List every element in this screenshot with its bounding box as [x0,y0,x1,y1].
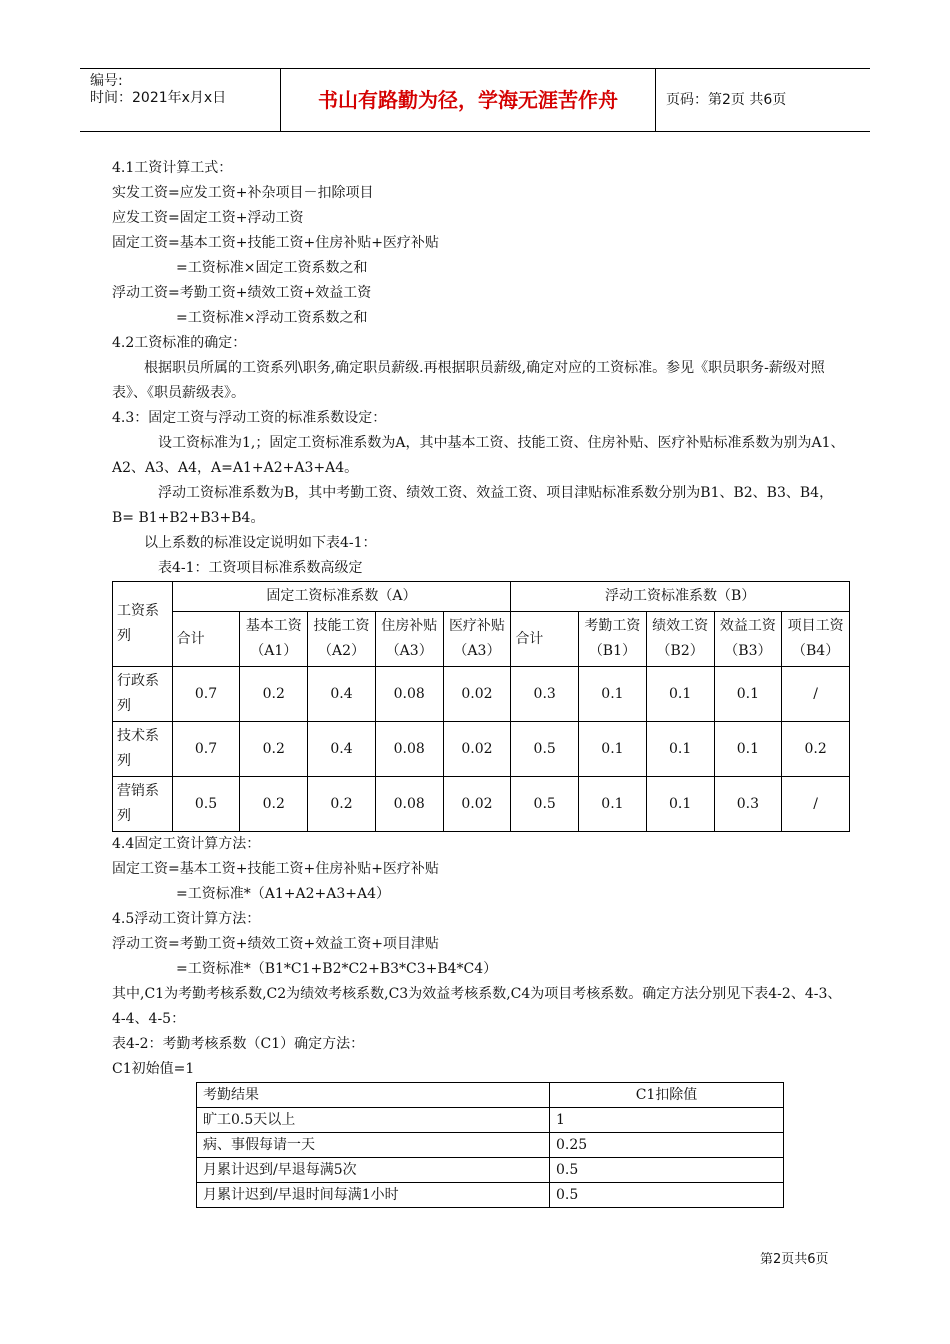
cell: 0.2 [308,777,376,832]
page-header [80,68,870,132]
cell: 0.02 [443,722,511,777]
cell: 0.08 [375,722,443,777]
col-b1: 考勤工资（B1） [579,612,647,667]
formula-float-method: 浮动工资=考勤工资+绩效工资+效益工资+项目津贴 [112,936,439,952]
section-4-3: 4.3：固定工资与浮动工资的标准系数设定： [112,410,387,426]
cell: 月累计迟到/早退时间每满1小时 [197,1183,550,1208]
cell: 旷工0.5天以上 [197,1108,550,1133]
header-info [80,69,281,131]
paragraph-coeff-a: 设工资标准为1,；固定工资标准系数为A，其中基本工资、技能工资、住房补贴、医疗补贴标准系数为别为A1、A2、A3、A4，A=A1+A2+A3+A4。 [112,435,845,476]
formula-fixed-method-cont: =工资标准*（A1+A2+A3+A4） [176,886,390,902]
cell: 0.5 [511,722,579,777]
col-b2: 绩效工资（B2） [646,612,714,667]
col-b3: 效益工资（B3） [714,612,782,667]
table-4-1-caption: 表4-1：工资项目标准系数高级定 [158,560,363,576]
section-4-2: 4.2工资标准的确定： [112,335,247,351]
header-motto: 书山有路勤为径，学海无涯苦作舟 [281,69,656,131]
formula-gross-pay: 应发工资=固定工资+浮动工资 [112,210,304,226]
table-row [113,777,850,832]
col-sum-b: 合计 [511,612,579,667]
cell: 0.1 [646,722,714,777]
cell: 0.2 [782,722,850,777]
table-4-2-caption: 表4-2：考勤考核系数（C1）确定方法： [112,1036,365,1052]
cell: 0.1 [714,722,782,777]
section-4-5: 4.5浮动工资计算方法： [112,911,261,927]
cell: 0.1 [579,777,647,832]
header-series: 工资系列 [113,582,173,667]
header-page-number: 页码：第2页 共6页 [666,92,787,108]
cell: 0.5 [550,1183,784,1208]
cell: 月累计迟到/早退每满5次 [197,1158,550,1183]
cell: 0.08 [375,777,443,832]
cell: 0.5 [550,1158,784,1183]
col-a2: 技能工资（A2） [308,612,376,667]
cell: 0.5 [172,777,240,832]
cell: 病、事假每请一天 [197,1133,550,1158]
formula-fixed-pay: 固定工资=基本工资+技能工资+住房补贴+医疗补贴 [112,235,439,251]
cell: 0.7 [172,722,240,777]
cell: 0.02 [443,777,511,832]
code-label: 编号: [90,73,123,89]
table-row [113,667,850,722]
col-sum-a: 合计 [172,612,240,667]
col-a1: 基本工资（A1） [240,612,308,667]
cell: 0.1 [646,667,714,722]
cell: 0.4 [308,667,376,722]
row-name: 技术系列 [113,722,173,777]
attendance-table [196,1082,784,1208]
cell: 0.5 [511,777,579,832]
table-row [197,1183,784,1208]
section-4-1: 4.1工资计算工式： [112,160,233,176]
cell: / [782,667,850,722]
cell: 0.2 [240,777,308,832]
cell: 0.1 [714,667,782,722]
cell: / [782,777,850,832]
time-label: 时间：2021年x月x日 [90,90,227,106]
cell: 0.08 [375,667,443,722]
table-row [197,1158,784,1183]
c1-initial: C1初始值=1 [112,1061,195,1077]
section-4-4: 4.4固定工资计算方法： [112,836,261,852]
row-name: 行政系列 [113,667,173,722]
formula-fixed-method: 固定工资=基本工资+技能工资+住房补贴+医疗补贴 [112,861,439,877]
table-intro: 以上系数的标准设定说明如下表4-1： [144,535,377,551]
document-body [112,156,850,1208]
cell: 0.4 [308,722,376,777]
header-float: 浮动工资标准系数（B） [511,582,850,612]
paragraph-standard: 根据职员所属的工资系列\职务,确定职员薪级.再根据职员薪级,确定对应的工资标准。参见《职员职务-薪级对照表》、《职员薪级表》。 [112,360,825,401]
cell: 0.25 [550,1133,784,1158]
formula-float-pay-cont: =工资标准×浮动工资系数之和 [176,310,368,326]
cell: 0.1 [579,667,647,722]
cell: 0.02 [443,667,511,722]
table-row [113,722,850,777]
cell: 0.7 [172,667,240,722]
paragraph-coeff-b: 浮动工资标准系数为B，其中考勤工资、绩效工资、效益工资、项目津贴标准系数分别为B1、B2、B3、B4，B= B1+B2+B3+B4。 [112,485,834,526]
cell: 0.1 [646,777,714,832]
header-result: 考勤结果 [197,1083,550,1108]
row-name: 营销系列 [113,777,173,832]
footer-page-number: 第2页共6页 [760,1252,829,1267]
col-a3: 住房补贴（A3） [375,612,443,667]
paragraph-c-coeffs: 其中,C1为考勤考核系数,C2为绩效考核系数,C3为效益考核系数,C4为项目考核系数。确定方法分别见下表4-2、4-3、4-4、4-5： [112,986,842,1027]
col-b4: 项目工资（B4） [782,612,850,667]
formula-net-pay: 实发工资=应发工资+补杂项目－扣除项目 [112,185,374,201]
cell: 0.2 [240,667,308,722]
formula-float-method-cont: =工资标准*（B1*C1+B2*C2+B3*C3+B4*C4） [176,961,498,977]
col-a4: 医疗补贴（A3） [443,612,511,667]
cell: 0.3 [511,667,579,722]
cell: 0.2 [240,722,308,777]
formula-fixed-pay-cont: =工资标准×固定工资系数之和 [176,260,368,276]
formula-float-pay: 浮动工资=考勤工资+绩效工资+效益工资 [112,285,372,301]
cell: 1 [550,1108,784,1133]
header-c1: C1扣除值 [550,1083,784,1108]
cell: 0.1 [579,722,647,777]
coefficient-table [112,581,850,832]
table-row [197,1108,784,1133]
cell: 0.3 [714,777,782,832]
table-row [197,1133,784,1158]
header-fixed: 固定工资标准系数（A） [172,582,511,612]
